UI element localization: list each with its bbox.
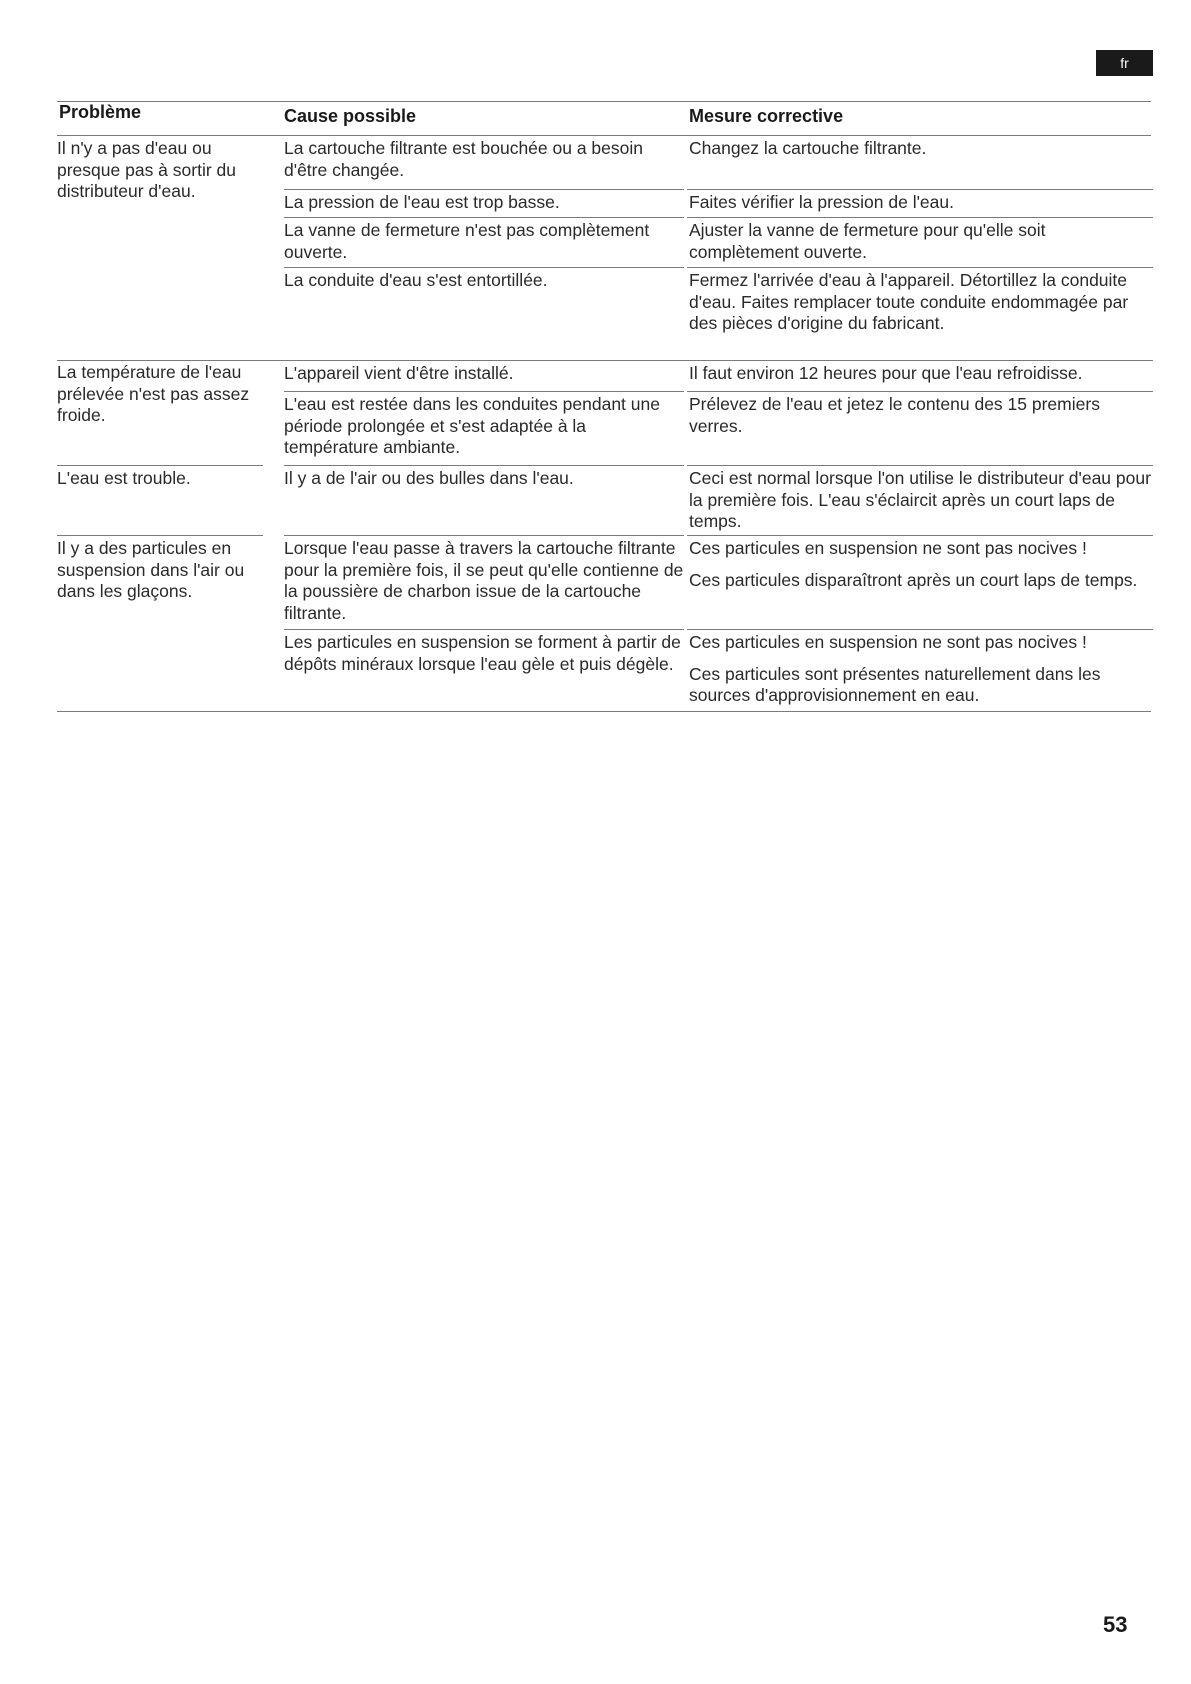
- table-section: [57, 136, 1151, 361]
- cause-text: La pression de l'eau est trop basse.: [284, 189, 684, 219]
- table-header: [57, 101, 1151, 136]
- header-remedy: Mesure corrective: [689, 106, 844, 126]
- remedy-text: Ces particules sont présentes naturellement dans les sources d'approvisionnement en eau.: [689, 663, 1101, 705]
- remedy-cell: [687, 189, 1153, 219]
- header-problem: Problème: [59, 102, 142, 122]
- cause-text: La vanne de fermeture n'est pas complètement ouverte.: [284, 217, 684, 268]
- remedy-text: Il faut environ 12 heures pour que l'eau refroidisse.: [689, 363, 1083, 383]
- table-section: [57, 465, 1151, 535]
- cause-text: Les particules en suspension se forment à partir de dépôts minéraux lorsque l'eau gèle et puis dégèle.: [284, 629, 684, 712]
- cause-text: L'eau est restée dans les conduites pendant une période prolongée et s'est adaptée à la température ambiante.: [284, 391, 684, 464]
- remedy-cell: [687, 391, 1153, 464]
- cause-text: Lorsque l'eau passe à travers la cartouche filtrante pour la première fois, il se peut qu'elle contienne de la poussière de charbon issue de la cartouche filtrante.: [284, 535, 684, 630]
- remedy-cell: [687, 267, 1153, 340]
- remedy-text: Ces particules disparaîtront après un court laps de temps.: [689, 569, 1138, 590]
- problem-text: Il y a des particules en suspension dans l'air ou dans les glaçons.: [57, 535, 263, 603]
- language-badge: fr: [1096, 50, 1153, 76]
- remedy-text: Fermez l'arrivée d'eau à l'appareil. Détortillez la conduite d'eau. Faites remplacer toute conduite endommagée par des pièces d'origine du fabricant.: [689, 270, 1129, 333]
- header-cause: Cause possible: [284, 106, 417, 126]
- remedy-text: Prélevez de l'eau et jetez le contenu des 15 premiers verres.: [689, 394, 1100, 436]
- remedy-cell: [687, 465, 1153, 538]
- page-number: 53: [1103, 1612, 1128, 1637]
- remedy-text: Ceci est normal lorsque l'on utilise le distributeur d'eau pour la première fois. L'eau s'éclaircit après un court laps de temps.: [689, 468, 1151, 531]
- remedy-cell: [687, 629, 1153, 712]
- remedy-cell: [687, 136, 1153, 190]
- cause-text: Il y a de l'air ou des bulles dans l'eau.: [284, 465, 684, 538]
- remedy-text: Changez la cartouche filtrante.: [689, 138, 927, 158]
- cause-text: La cartouche filtrante est bouchée ou a besoin d'être changée.: [284, 138, 643, 180]
- cause-text: La conduite d'eau s'est entortillée.: [284, 267, 684, 340]
- remedy-text: Faites vérifier la pression de l'eau.: [689, 192, 954, 212]
- table-section: [57, 535, 1151, 712]
- problem-text: La température de l'eau prélevée n'est pas assez froide.: [57, 362, 250, 425]
- remedy-cell: [687, 360, 1153, 390]
- remedy-cell: [687, 535, 1153, 630]
- remedy-cell: [687, 217, 1153, 268]
- remedy-text: Ajuster la vanne de fermeture pour qu'elle soit complètement ouverte.: [689, 220, 1046, 262]
- problem-text: L'eau est trouble.: [57, 465, 263, 490]
- cause-text: L'appareil vient d'être installé.: [284, 360, 684, 390]
- troubleshooting-table: [57, 101, 1151, 712]
- table-section: [57, 361, 1151, 465]
- remedy-text: Ces particules en suspension ne sont pas nocives !: [689, 632, 1087, 652]
- remedy-text: Ces particules en suspension ne sont pas nocives !: [689, 538, 1087, 558]
- problem-text: Il n'y a pas d'eau ou presque pas à sortir du distributeur d'eau.: [57, 138, 236, 201]
